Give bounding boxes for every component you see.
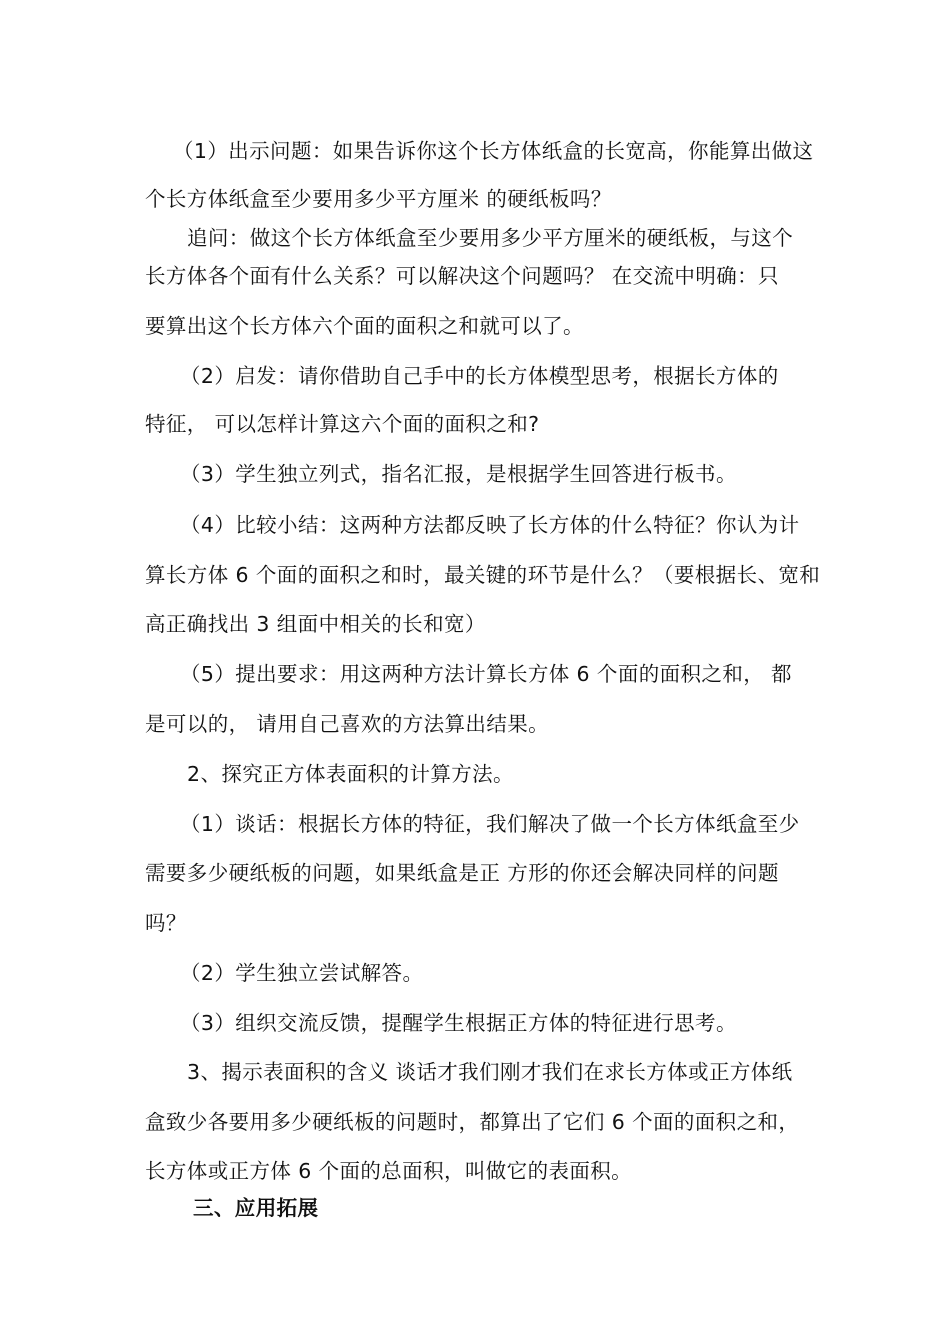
text-line: 3、揭示表面积的含义 谈话才我们刚才我们在求长方体或正方体纸: [187, 1060, 793, 1084]
text-line: 吗？: [145, 911, 187, 935]
text-line: 特征， 可以怎样计算这六个面的面积之和?: [145, 412, 540, 436]
text-line: （2）启发：请你借助自己手中的长方体模型思考，根据长方体的: [180, 364, 779, 388]
section-heading: 三、应用拓展: [193, 1196, 319, 1220]
text-line: （4）比较小结：这两种方法都反映了长方体的什么特征？你认为计: [180, 513, 800, 537]
text-line: 2、探究正方体表面积的计算方法。: [187, 762, 514, 786]
text-line: （5）提出要求：用这两种方法计算长方体 6 个面的面积之和， 都: [180, 662, 792, 686]
text-line: 个长方体纸盒至少要用多少平方厘米 的硬纸板吗？: [145, 187, 612, 211]
text-line: 算长方体 6 个面的面积之和时，最关键的环节是什么？（要根据长、宽和: [145, 563, 821, 587]
text-line: 高正确找出 3 组面中相关的长和宽）: [145, 612, 486, 636]
text-line: （1）出示问题：如果告诉你这个长方体纸盒的长宽高，你能算出做这: [173, 139, 814, 163]
text-line: 要算出这个长方体六个面的面积之和就可以了。: [145, 314, 584, 338]
text-line: （2）学生独立尝试解答。: [180, 961, 424, 985]
text-line: 长方体或正方体 6 个面的总面积，叫做它的表面积。: [145, 1159, 633, 1183]
text-line: （1）谈话：根据长方体的特征，我们解决了做一个长方体纸盒至少: [180, 812, 800, 836]
text-line: 需要多少硬纸板的问题，如果纸盒是正 方形的你还会解决同样的问题: [145, 861, 779, 885]
text-line: 追问：做这个长方体纸盒至少要用多少平方厘米的硬纸板，与这个: [187, 226, 794, 250]
text-line: （3）学生独立列式，指名汇报，是根据学生回答进行板书。: [180, 462, 737, 486]
text-line: 长方体各个面有什么关系？可以解决这个问题吗？ 在交流中明确：只: [145, 264, 779, 288]
text-line: 是可以的， 请用自己喜欢的方法算出结果。: [145, 712, 550, 736]
text-line: （3）组织交流反馈，提醒学生根据正方体的特征进行思考。: [180, 1011, 737, 1035]
text-line: 盒致少各要用多少硬纸板的问题时，都算出了它们 6 个面的面积之和，: [145, 1110, 800, 1134]
